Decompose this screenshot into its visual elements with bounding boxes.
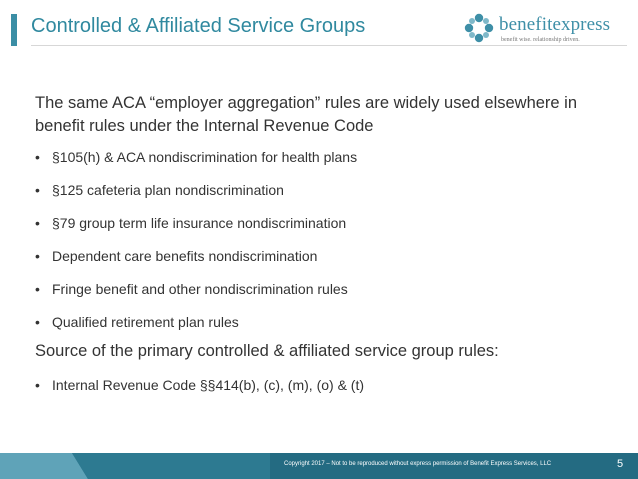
bullet-glyph: • (35, 248, 40, 264)
bullet-glyph: • (35, 182, 40, 198)
rules-bullet-list (35, 149, 357, 347)
bullet-glyph: • (35, 215, 40, 231)
bullet-glyph: • (35, 377, 40, 393)
slide-title: Controlled & Affiliated Service Groups (31, 15, 366, 37)
list-item-text: Qualified retirement plan rules (52, 314, 239, 330)
list-item (35, 248, 357, 281)
list-item (35, 377, 364, 393)
list-item-text: Fringe benefit and other nondiscrimination rules (52, 281, 348, 297)
list-item (35, 149, 357, 182)
bullet-glyph: • (35, 314, 40, 330)
list-item-text: §105(h) & ACA nondiscrimination for health plans (52, 149, 358, 165)
list-item-text: §125 cafeteria plan nondiscrimination (52, 182, 284, 198)
copyright-notice: Copyright 2017 – Not to be reproduced without express permission of Benefit Express Services, LLC (284, 461, 552, 467)
logo-tagline: benefit wise. relationship driven. (501, 37, 580, 43)
benefitexpress-logo (464, 13, 624, 47)
list-item (35, 215, 357, 248)
title-accent-bar (11, 14, 17, 46)
page-number: 5 (617, 458, 624, 470)
list-item (35, 281, 357, 314)
list-item-text: §79 group term life insurance nondiscrimination (52, 215, 347, 231)
benefitexpress-logo-icon (464, 13, 494, 43)
source-bullet-list (35, 377, 364, 393)
source-heading: Source of the primary controlled & affiliated service group rules: (35, 342, 499, 360)
list-item-text: Internal Revenue Code §§414(b), (c), (m), (o) & (t) (52, 377, 365, 393)
logo-wordmark: benefitexpress (499, 14, 611, 35)
footer-band (0, 453, 638, 479)
list-item (35, 182, 357, 215)
bullet-glyph: • (35, 149, 40, 165)
list-item-text: Dependent care benefits nondiscrimination (52, 248, 318, 264)
bullet-glyph: • (35, 281, 40, 297)
intro-paragraph: The same ACA “employer aggregation” rules are widely used elsewhere in benefit rules under the Internal Revenue Code (35, 94, 578, 135)
